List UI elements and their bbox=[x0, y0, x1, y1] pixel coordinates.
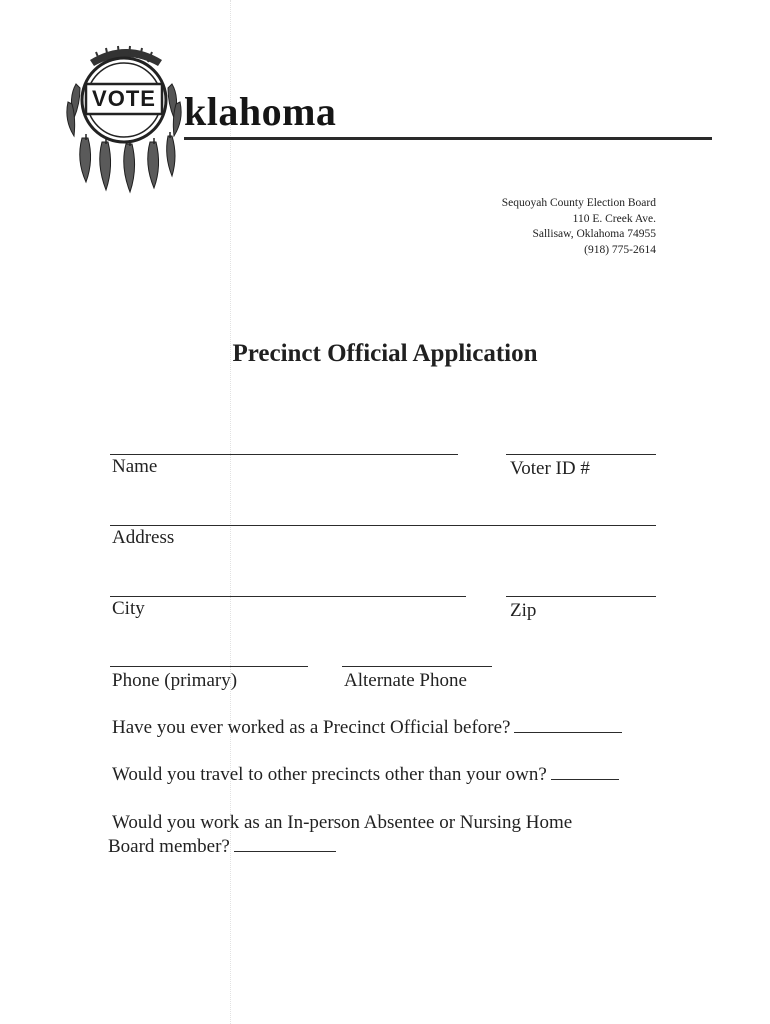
question-travel bbox=[112, 764, 619, 786]
city-field-line[interactable] bbox=[110, 596, 466, 597]
page-title bbox=[0, 340, 770, 368]
logo-badge-text: VOTE bbox=[92, 86, 156, 111]
city-label: City bbox=[112, 598, 145, 619]
question-worked-before bbox=[112, 717, 622, 739]
office-name: Sequoyah County Election Board bbox=[501, 197, 656, 209]
office-phone: (918) 775-2614 bbox=[584, 243, 656, 256]
name-field-line[interactable] bbox=[110, 454, 458, 455]
question-worked-before-text: Have you ever worked as a Precinct Official before? bbox=[112, 717, 511, 738]
phone-primary-label: Phone (primary) bbox=[112, 670, 238, 691]
question-travel-text: Would you travel to other precincts other than your own? bbox=[112, 764, 547, 785]
vote-oklahoma-logo bbox=[62, 42, 190, 194]
name-label: Name bbox=[112, 456, 158, 477]
form-title: Precinct Official Application bbox=[232, 340, 538, 367]
question-absentee-board-answer-line[interactable] bbox=[234, 850, 336, 852]
voter-id-label: Voter ID # bbox=[510, 458, 590, 479]
question-travel-answer-line[interactable] bbox=[551, 778, 619, 780]
address-field-line[interactable] bbox=[110, 525, 656, 526]
feathered-badge-icon bbox=[62, 42, 190, 194]
office-street: 110 E. Creek Ave. bbox=[572, 212, 656, 225]
brand-wordmark: klahoma bbox=[184, 89, 337, 134]
alt-phone-label: Alternate Phone bbox=[344, 670, 467, 691]
zip-label: Zip bbox=[510, 600, 537, 621]
phone-primary-field-line[interactable] bbox=[110, 666, 308, 667]
question-absentee-board-text: Board member? bbox=[108, 836, 230, 857]
alt-phone-field-line[interactable] bbox=[342, 666, 492, 667]
header-rule bbox=[184, 137, 712, 140]
question-worked-before-answer-line[interactable] bbox=[514, 731, 622, 733]
address-label: Address bbox=[112, 527, 175, 548]
question-absentee-board-line1: Would you work as an In-person Absentee or Nursing Home bbox=[112, 812, 573, 833]
voter-id-field-line[interactable] bbox=[506, 454, 656, 455]
office-address-block bbox=[502, 196, 656, 258]
office-city-line: Sallisaw, Oklahoma 74955 bbox=[532, 228, 656, 240]
zip-field-line[interactable] bbox=[506, 596, 656, 597]
question-absentee-board-line2 bbox=[108, 836, 336, 858]
scan-artifact-line bbox=[230, 0, 231, 1024]
